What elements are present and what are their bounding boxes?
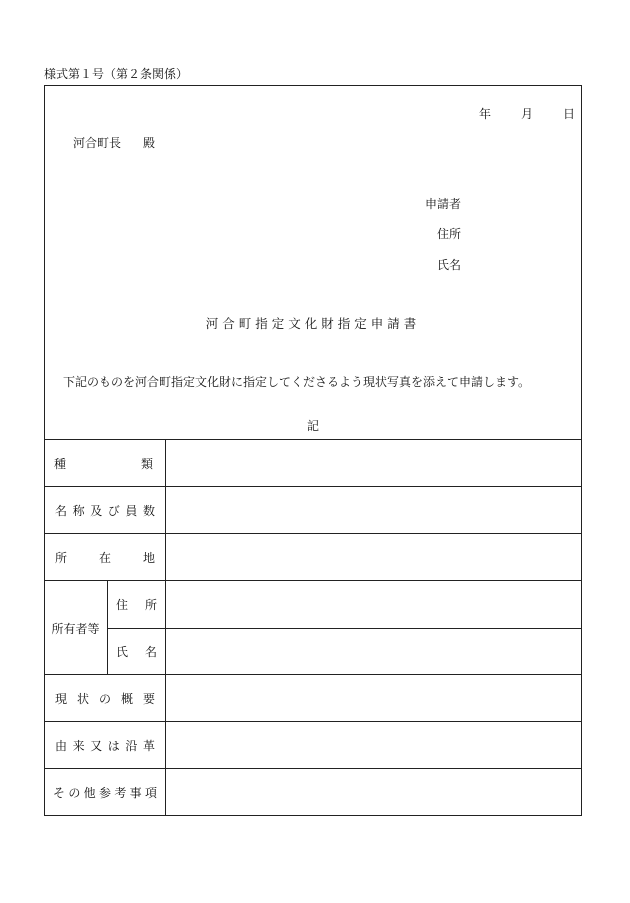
addressee-name: 河合町長 <box>73 136 122 150</box>
document-title: 河合町指定文化財指定申請書 <box>205 316 421 331</box>
addressee-honorific: 殿 <box>143 136 156 150</box>
date-line <box>479 105 575 122</box>
label-type: 種 類 <box>44 440 166 487</box>
applicant-name-label: 氏名 <box>437 258 462 272</box>
label-owner: 所有者等 <box>44 581 108 675</box>
row-type <box>44 439 582 487</box>
label-name-count: 名 称 及 び 員 数 <box>44 487 166 534</box>
label-location: 所 在 地 <box>44 534 166 581</box>
row-owner <box>44 580 582 675</box>
request-statement: 下記のものを河合町指定文化財に指定してくださるよう現状写真を添えて申請します。 <box>63 375 531 389</box>
row-name-count <box>44 486 582 534</box>
label-owner-address: 住 所 <box>108 581 166 628</box>
label-current-state: 現 状 の 概 要 <box>44 675 166 722</box>
row-other <box>44 768 582 816</box>
owner-divider <box>108 628 582 629</box>
label-other: そ の 他 参 考 事 項 <box>44 769 166 816</box>
date-day: 日 <box>562 107 575 121</box>
form-number-label: 様式第１号（第２条関係） <box>44 67 189 81</box>
label-owner-name: 氏 名 <box>108 628 166 675</box>
applicant-address-label: 住所 <box>437 227 462 241</box>
row-location <box>44 533 582 581</box>
label-history: 由 来 又 は 沿 革 <box>44 722 166 769</box>
date-year: 年 <box>478 107 491 121</box>
application-form <box>44 85 582 816</box>
row-current-state <box>44 674 582 722</box>
date-month: 月 <box>520 107 533 121</box>
applicant-label: 申請者 <box>425 197 462 211</box>
ki-heading: 記 <box>306 419 319 433</box>
row-history <box>44 721 582 769</box>
addressee <box>73 134 155 151</box>
